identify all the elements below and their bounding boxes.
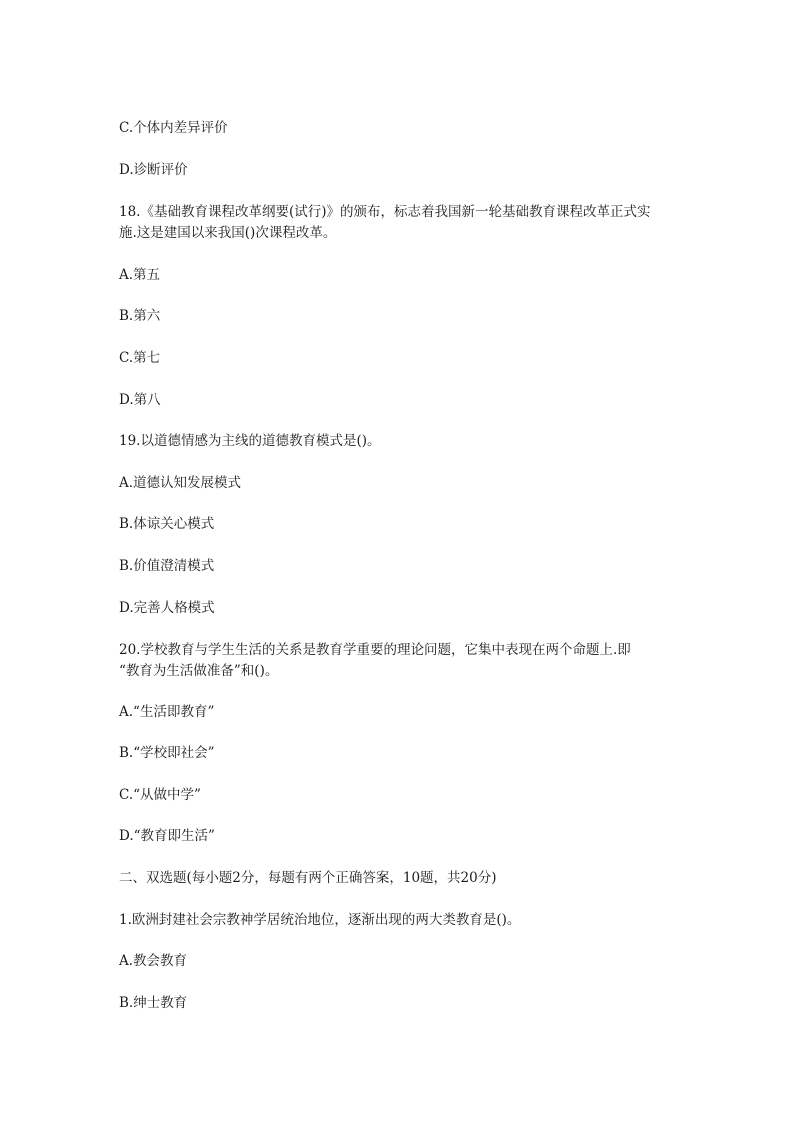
question-18-line-2: 施.这是建国以来我国()次课程改革。 [119,225,337,241]
question-18-line-1: 18.《基础教育课程改革纲要(试行)》的颁布，标志着我国新一轮基础教育课程改革正式实 [119,204,651,220]
question-20-option-a: A.“生活即教育” [119,704,215,720]
question-20-option-b: B.“学校即社会” [119,745,215,761]
question-20-line-1: 20.学校教育与学生生活的关系是教育学重要的理论问题，它集中表现在两个命题上.即 [119,642,631,658]
question-18-option-d: D.第八 [119,392,161,408]
question-19-text: 19.以道德情感为主线的道德教育模式是()。 [119,433,381,449]
section-2-question-1-option-b: B.绅士教育 [119,995,188,1011]
question-18-option-a: A.第五 [119,267,161,283]
question-19-option-a: A.道德认知发展模式 [119,475,242,491]
question-19-option-b: B.体谅关心模式 [119,516,215,532]
option-c-text: C.个体内差异评价 [119,120,228,136]
question-18-option-c: C.第七 [119,350,161,366]
option-d-text: D.诊断评价 [119,162,188,178]
section-2-heading: 二、双选题(每小题2分，每题有两个正确答案，10题，共20分) [119,870,497,886]
section-2-question-1: 1.欧洲封建社会宗教神学居统治地位，逐渐出现的两大类教育是()。 [119,912,521,928]
question-20-line-2: “教育为生活做准备”和()。 [119,663,279,679]
section-2-question-1-option-a: A.教会教育 [119,953,188,969]
question-18-option-b: B.第六 [119,308,161,324]
question-20-option-d: D.“教育即生活” [119,828,215,844]
question-19-option-b-second: B.价值澄清模式 [119,558,215,574]
question-19-option-d: D.完善人格模式 [119,600,215,616]
question-20-option-c: C.“从做中学” [119,787,201,803]
